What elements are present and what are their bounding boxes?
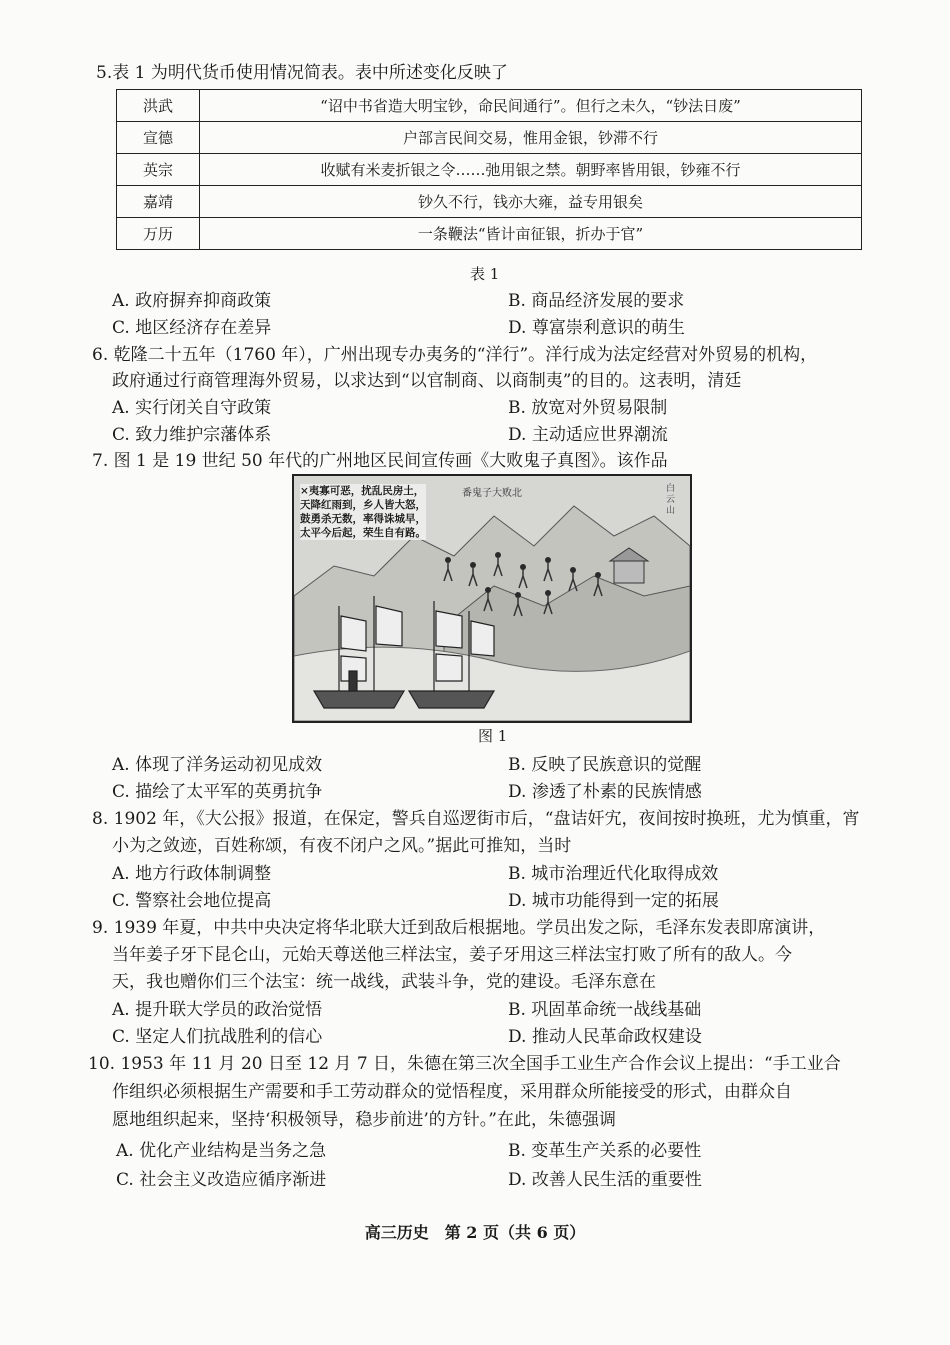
- q8-option-b[interactable]: B. 城市治理近代化取得成效: [508, 864, 719, 884]
- q9-stem-line-1: 9. 1939 年夏，中共中央决定将华北联大迁到敌后根据地。学员出发之际，毛泽东发表即席演讲，: [92, 918, 826, 938]
- table-row: [117, 122, 862, 154]
- q9-option-d[interactable]: D. 推动人民革命政权建设: [508, 1027, 702, 1047]
- table-era-cell: 洪武: [117, 90, 200, 122]
- q9-stem-line-2: 当年姜子牙下昆仑山，元始天尊送他三样法宝，姜子牙用这三样法宝打败了所有的敌人。今: [112, 945, 792, 965]
- q7-option-d[interactable]: D. 渗透了朴素的民族情感: [508, 782, 702, 802]
- table-row: [117, 154, 862, 186]
- table-era-cell: 宣德: [117, 122, 200, 154]
- q9-option-b[interactable]: B. 巩固革命统一战线基础: [508, 1000, 702, 1020]
- q9-stem-line-3: 天，我也赠你们三个法宝：统一战线，武装斗争，党的建设。毛泽东意在: [112, 972, 656, 992]
- q10-option-b[interactable]: B. 变革生产关系的必要性: [508, 1141, 702, 1161]
- page-footer: 高三历史 第 2 页（共 6 页）: [364, 1223, 586, 1242]
- painting-side-label: 白云山: [666, 484, 676, 516]
- q6-option-b[interactable]: B. 放宽对外贸易限制: [508, 398, 668, 418]
- table-era-cell: 万历: [117, 218, 200, 250]
- table-desc-cell: 户部言民间交易，惟用金银，钞滞不行: [200, 122, 862, 154]
- q9-option-a[interactable]: A. 提升联大学员的政治觉悟: [112, 1000, 323, 1020]
- q5-option-a[interactable]: A. 政府摒弃抑商政策: [112, 291, 272, 311]
- q10-stem-line-1: 10. 1953 年 11 月 20 日至 12 月 7 日，朱德在第三次全国手工业生产合作会议上提出：“手工业合: [88, 1054, 841, 1074]
- poem-line: ×夷寡可恶，扰乱民房土，: [300, 485, 425, 497]
- q5-option-c[interactable]: C. 地区经济存在差异: [112, 318, 272, 338]
- painting-title: 番鬼子大败北: [462, 488, 522, 499]
- q6-option-a[interactable]: A. 实行闭关自守政策: [112, 398, 272, 418]
- table-era-cell: 嘉靖: [117, 186, 200, 218]
- q10-stem-line-2: 作组织必须根据生产需要和手工劳动群众的觉悟程度，采用群众所能接受的形式，由群众自: [112, 1082, 792, 1102]
- q7-option-c[interactable]: C. 描绘了太平军的英勇抗争: [112, 782, 323, 802]
- q8-option-c[interactable]: C. 警察社会地位提高: [112, 891, 272, 911]
- q6-option-d[interactable]: D. 主动适应世界潮流: [508, 425, 668, 445]
- q8-option-a[interactable]: A. 地方行政体制调整: [112, 864, 272, 884]
- table-desc-cell: 钞久不行，钱亦大雍，益专用银矣: [200, 186, 862, 218]
- table-desc-cell: 一条鞭法“皆计亩征银，折办于官”: [200, 218, 862, 250]
- q10-option-c[interactable]: C. 社会主义改造应循序渐进: [116, 1170, 327, 1190]
- q6-stem-line-2: 政府通过行商管理海外贸易，以求达到“以官制商、以商制夷”的目的。这表明，清廷: [112, 371, 742, 391]
- poem-line: 天降红雨到，乡人皆大怒，: [300, 499, 426, 511]
- painting-poem: [300, 484, 426, 540]
- q7-option-b[interactable]: B. 反映了民族意识的觉醒: [508, 755, 702, 775]
- propaganda-painting-figure: [292, 474, 692, 723]
- q10-option-a[interactable]: A. 优化产业结构是当务之急: [116, 1141, 327, 1161]
- q5-option-b[interactable]: B. 商品经济发展的要求: [508, 291, 685, 311]
- q6-option-c[interactable]: C. 致力维护宗藩体系: [112, 425, 272, 445]
- table-row: [117, 218, 862, 250]
- q8-stem-line-1: 8. 1902 年，《大公报》报道，在保定，警兵自巡逻街市后，“盘诘奸宄，夜间按时换班，尤为慎重，宵: [92, 809, 860, 829]
- q5-stem: 5.表 1 为明代货币使用情况简表。表中所述变化反映了: [96, 63, 508, 83]
- q9-option-c[interactable]: C. 坚定人们抗战胜利的信心: [112, 1027, 323, 1047]
- q5-option-d[interactable]: D. 尊富崇利意识的萌生: [508, 318, 685, 338]
- q6-stem-line-1: 6. 乾隆二十五年（1760 年），广州出现专办夷务的“洋行”。洋行成为法定经营对外贸易的机构，: [92, 345, 818, 365]
- q10-stem-line-3: 愿地组织起来，坚持‘积极领导，稳步前进’的方针。”在此，朱德强调: [112, 1110, 616, 1130]
- q8-stem-line-2: 小为之敛迹，百姓称颂，有夜不闭户之风。”据此可推知，当时: [112, 836, 572, 856]
- table-desc-cell: “诏中书省造大明宝钞，命民间通行”。但行之未久，“钞法日废”: [200, 90, 862, 122]
- q8-option-d[interactable]: D. 城市功能得到一定的拓展: [508, 891, 719, 911]
- poem-line: 太平今后起，荣生自有路。: [300, 527, 426, 539]
- money-usage-table: [116, 89, 862, 250]
- q10-option-d[interactable]: D. 改善人民生活的重要性: [508, 1170, 702, 1190]
- table-era-cell: 英宗: [117, 154, 200, 186]
- q7-stem: 7. 图 1 是 19 世纪 50 年代的广州地区民间宣传画《大败鬼子真图》。该作品: [92, 451, 668, 471]
- table-desc-cell: 收赋有米麦折银之令……弛用银之禁。朝野率皆用银，钞雍不行: [200, 154, 862, 186]
- table-row: [117, 186, 862, 218]
- poem-line: 鼓勇杀无数，率得诛城早，: [300, 513, 426, 525]
- table-caption: 表 1: [470, 265, 500, 283]
- q7-option-a[interactable]: A. 体现了洋务运动初见成效: [112, 755, 323, 775]
- figure-caption: 图 1: [478, 727, 508, 745]
- table-row: [117, 90, 862, 122]
